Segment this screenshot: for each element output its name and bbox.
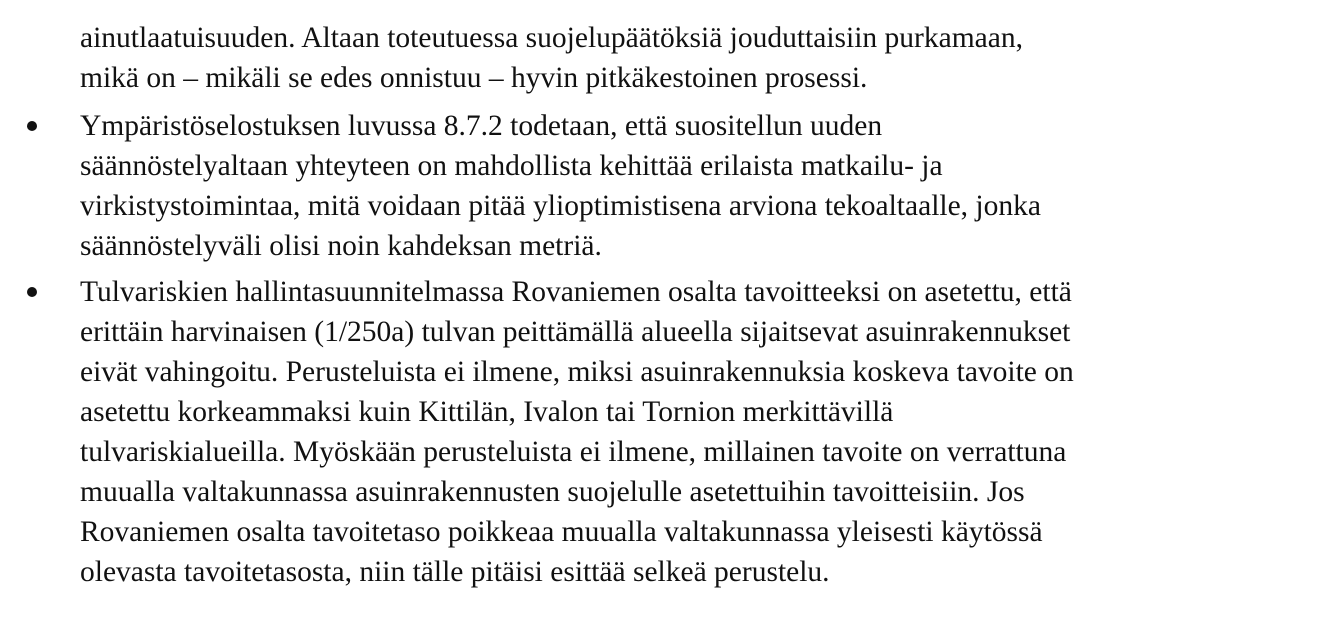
text-line: virkistystoimintaa, mitä voidaan pitää ylioptimistisena arviona tekoaltaalle, jonka [80, 190, 1041, 222]
text-line: tulvariskialueilla. Myöskään perusteluista ei ilmene, millainen tavoite on verrattuna [80, 436, 1067, 468]
text-line: Rovaniemen osalta tavoitetaso poikkeaa muualla valtakunnassa yleisesti käytössä [80, 516, 1043, 548]
text-line: asetettu korkeammaksi kuin Kittilän, Ivalon tai Tornion merkittävillä [80, 396, 894, 428]
text-line: säännöstelyaltaan yhteyteen on mahdollista kehittää erilaista matkailu- ja [80, 150, 943, 182]
bullet-marker [27, 287, 37, 297]
text-line: muualla valtakunnassa asuinrakennusten suojelulle asetettuihin tavoitteisiin. Jos [80, 476, 1025, 508]
text-line: olevasta tavoitetasosta, niin tälle pitäisi esittää selkeä perustelu. [80, 556, 830, 588]
text-line: eivät vahingoitu. Perusteluista ei ilmene, miksi asuinrakennuksia koskeva tavoite on [80, 356, 1074, 388]
text-line: Tulvariskien hallintasuunnitelmassa Rovaniemen osalta tavoitteeksi on asetettu, että [80, 276, 1072, 308]
text-line: ainutlaatuisuuden. Altaan toteutuessa suojelupäätöksiä jouduttaisiin purkamaan, [80, 22, 1023, 54]
text-line: mikä on – mikäli se edes onnistuu – hyvin pitkäkestoinen prosessi. [80, 62, 868, 94]
text-line: erittäin harvinaisen (1/250a) tulvan peittämällä alueella sijaitsevat asuinrakennukset [80, 316, 1071, 348]
text-line: Ympäristöselostuksen luvussa 8.7.2 todetaan, että suositellun uuden [80, 110, 883, 142]
text-line: säännöstelyväli olisi noin kahdeksan metriä. [80, 230, 602, 262]
bullet-marker [27, 121, 37, 131]
